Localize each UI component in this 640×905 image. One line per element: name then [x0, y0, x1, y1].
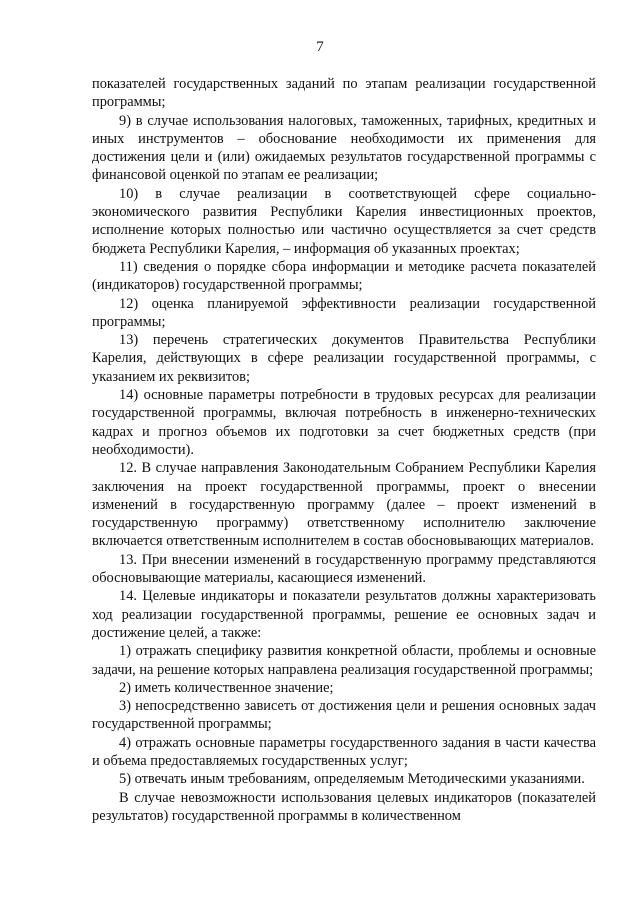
paragraph-item-10: 10) в случае реализации в соответствующей сфере социально-экономического развития Республики Карелия инвестиционных проектов, исполнение которых полностью или частично осуществляется за счет средств бюджета Республики Карелия, – информация об указанных проектах;: [92, 185, 596, 257]
paragraph-continuation: показателей государственных заданий по этапам реализации государственной программы;: [92, 76, 596, 111]
paragraph-item-11: 11) сведения о порядке сбора информации и методике расчета показателей (индикаторов) государственной программы;: [92, 258, 596, 294]
paragraph-item-9: 9) в случае использования налоговых, таможенных, тарифных, кредитных и иных инструментов – обоснование необходимости их применения для достижения цели и (или) ожидаемых результатов государственной программы с финансовой оценкой по этапам ее реализации;: [92, 112, 596, 184]
paragraph-section-13: 13. При внесении изменений в государственную программу представляются обосновывающие материалы, касающиеся изменений.: [92, 551, 596, 587]
paragraph-item-13: 13) перечень стратегических документов Правительства Республики Карелия, действующих в сфере реализации государственной программы, с указанием их реквизитов;: [92, 332, 596, 385]
paragraph-subitem-4: 4) отражать основные параметры государственного задания в части качества и объема предоставляемых государственных услуг;: [92, 734, 596, 769]
paragraph-section-14: 14. Целевые индикаторы и показатели результатов должны характеризовать ход реализации государственной программы, решение ее основных задач и достижение целей, а также:: [92, 588, 596, 641]
document-body: [92, 75, 596, 825]
paragraph-section-12: 12. В случае направления Законодательным Собранием Республики Карелия заключения на проект государственной программы, проект о внесении изменений в государственную программу (далее – проект изменений в государственную программу) ответственному исполнителю заключение включается ответственным исполнителем в состав обосновывающих материалов.: [92, 460, 596, 550]
paragraph-subitem-3: 3) непосредственно зависеть от достижения цели и решения основных задач государственной программы;: [92, 698, 596, 733]
paragraph-item-14: 14) основные параметры потребности в трудовых ресурсах для реализации государственной программы, включая потребность в инженерно-технических кадрах и прогноз объемов их подготовки за счет бюджетных средств (при необходимости).: [92, 387, 596, 458]
paragraph-subitem-2: 2) иметь количественное значение;: [119, 679, 334, 696]
page-number: 7: [316, 39, 324, 55]
paragraph-subitem-5: 5) отвечать иным требованиям, определяемым Методическими указаниями.: [119, 771, 585, 788]
paragraph-item-12: 12) оценка планируемой эффективности реализации государственной программы;: [92, 295, 596, 330]
paragraph-final: В случае невозможности использования целевых индикаторов (показателей результатов) государственной программы в количественном: [92, 789, 596, 824]
paragraph-subitem-1: 1) отражать специфику развития конкретной области, проблемы и основные задачи, на решение которых направлена реализация государственной программы;: [92, 643, 596, 678]
